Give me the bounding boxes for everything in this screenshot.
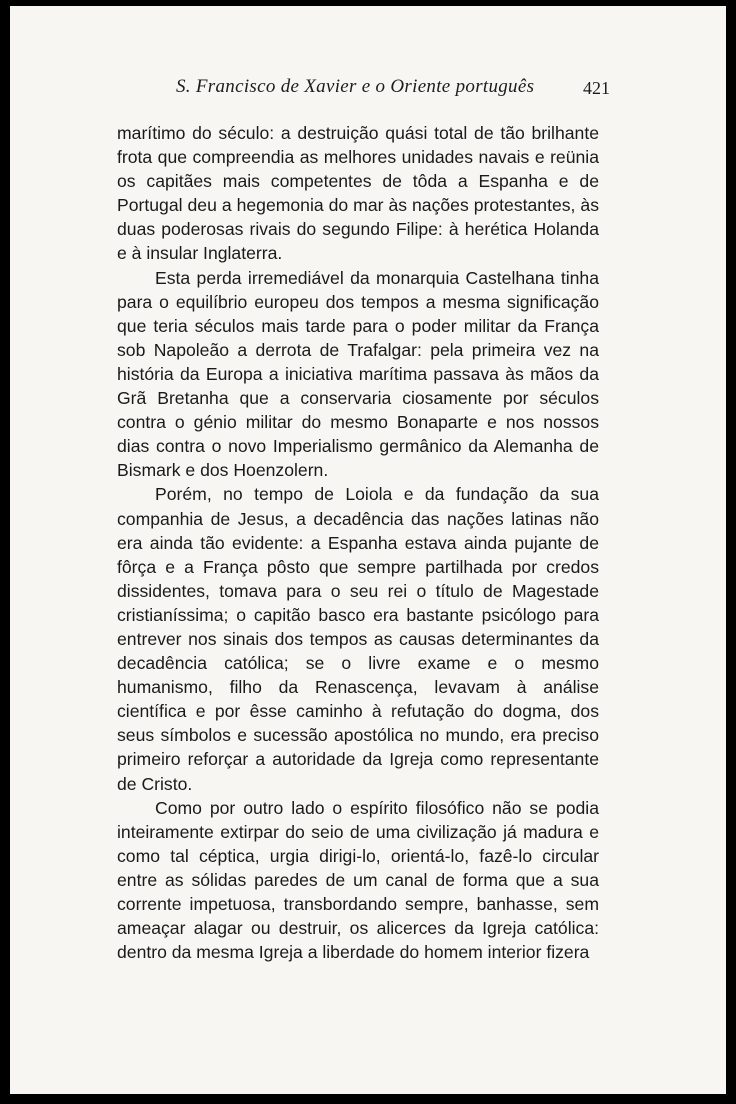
paragraph: Porém, no tempo de Loiola e da fundação da sua companhia de Jesus, a decadência das nações latinas não era ainda tão evidente: a Espanha estava ainda pujante de fôrça e a França pôsto que sempre partilhada por credos dissidentes, tomava para o seu rei o título de Magestade cristianíssima; o capitão basco era bastante psicólogo para entrever nos sinais dos tempos as causas determinantes da decadência católica; se o livre exame e o mesmo humanismo, filho da Renascença, levavam à análise científica e por êsse caminho à refutação do dogma, dos seus símbolos e sucessão apostólica no mundo, era preciso primeiro reforçar a autoridade da Igreja como representante de Cristo. <box>117 484 599 794</box>
page-header <box>170 76 610 106</box>
body-text <box>117 121 599 964</box>
book-page <box>10 6 726 1094</box>
running-head: S. Francisco de Xavier e o Oriente português <box>176 76 535 97</box>
page-number: 421 <box>583 78 610 98</box>
paragraph-continuation: marítimo do século: a destruição quási total de tão brilhante frota que compreendia as melhores unidades navais e reünia os capitães mais competentes de tôda a Espanha e de Portugal deu a hegemonia do mar às nações protestantes, às duas poderosas rivais do segundo Filipe: à herética Holanda e à insular Inglaterra. <box>117 123 599 264</box>
paragraph: Esta perda irremediável da monarquia Castelhana tinha para o equilíbrio europeu dos tempos a mesma significação que teria séculos mais tarde para o poder militar da França sob Napoleão a derrota de Trafalgar: pela primeira vez na história da Europa a iniciativa marítima passava às mãos da Grã Bretanha que a conservaria ciosamente por séculos contra o génio militar do mesmo Bonaparte e nos nossos dias contra o novo Imperialismo germânico da Alemanha de Bismark e dos Hoenzolern. <box>117 267 599 481</box>
paragraph: Como por outro lado o espírito filosófico não se podia inteiramente extirpar do seio de uma civilização já madura e como tal céptica, urgia dirigi-lo, orientá-lo, fazê-lo circular entre as sólidas paredes de um canal de forma que a sua corrente impetuosa, transbordando sempre, banhasse, sem ameaçar alagar ou destruir, os alicerces da Igreja católica: dentro da mesma Igreja a liberdade do homem interior fizera <box>117 797 599 963</box>
